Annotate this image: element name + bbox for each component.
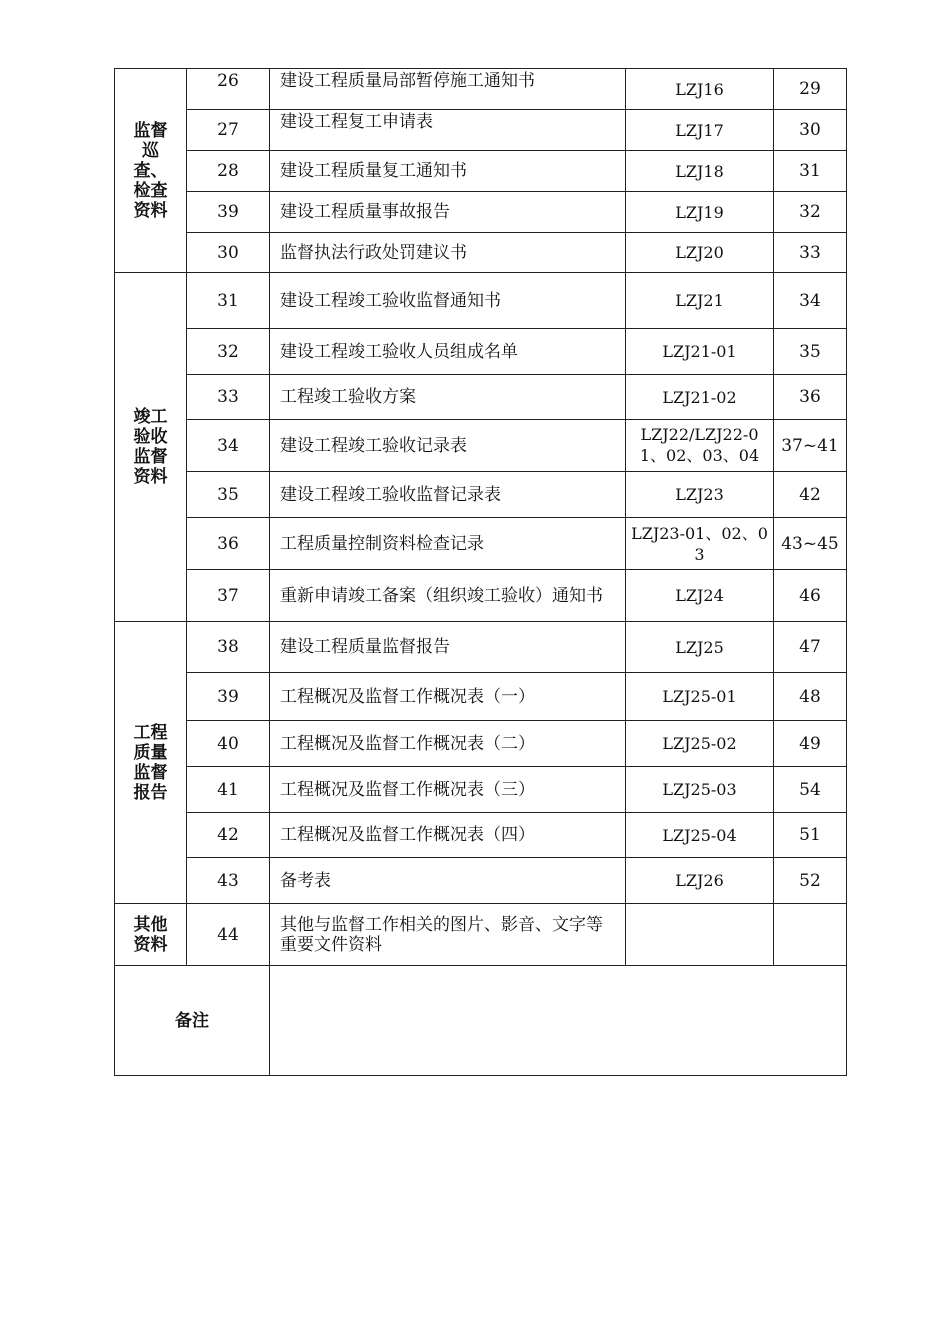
item-name: 工程概况及监督工作概况表（二） — [270, 721, 626, 767]
table-row — [115, 673, 847, 721]
item-page: 32 — [774, 192, 847, 233]
item-page: 54 — [774, 767, 847, 813]
item-code: LZJ18 — [626, 151, 774, 192]
item-code: LZJ23-01、02、03 — [626, 518, 774, 570]
item-name: 建设工程竣工验收监督通知书 — [270, 273, 626, 329]
category-cell: 其他资料 — [115, 904, 187, 966]
item-number: 33 — [187, 375, 270, 420]
category-cell: 工程质量监督报告 — [115, 622, 187, 904]
item-number: 37 — [187, 570, 270, 622]
item-name: 工程质量控制资料检查记录 — [270, 518, 626, 570]
item-code: LZJ25-02 — [626, 721, 774, 767]
item-page: 42 — [774, 472, 847, 518]
item-name: 建设工程质量监督报告 — [270, 622, 626, 673]
item-name: 工程概况及监督工作概况表（三） — [270, 767, 626, 813]
item-page: 36 — [774, 375, 847, 420]
item-number: 30 — [187, 233, 270, 273]
table-row — [115, 420, 847, 472]
item-number: 42 — [187, 813, 270, 858]
item-name: 备考表 — [270, 858, 626, 904]
table-row — [115, 570, 847, 622]
item-page: 51 — [774, 813, 847, 858]
item-page: 48 — [774, 673, 847, 721]
remark-row — [115, 966, 847, 1076]
item-code: LZJ20 — [626, 233, 774, 273]
item-number: 36 — [187, 518, 270, 570]
remark-label: 备注 — [115, 966, 270, 1076]
item-page: 43~45 — [774, 518, 847, 570]
item-code: LZJ25-01 — [626, 673, 774, 721]
item-number: 39 — [187, 673, 270, 721]
item-number: 43 — [187, 858, 270, 904]
table-row — [115, 813, 847, 858]
item-number: 28 — [187, 151, 270, 192]
document-index-table — [114, 68, 847, 1076]
table-row — [115, 472, 847, 518]
item-code: LZJ25-03 — [626, 767, 774, 813]
item-page: 49 — [774, 721, 847, 767]
item-number: 26 — [187, 69, 270, 110]
item-number: 38 — [187, 622, 270, 673]
item-name: 建设工程质量事故报告 — [270, 192, 626, 233]
table-row — [115, 767, 847, 813]
item-number: 27 — [187, 110, 270, 151]
table-row — [115, 375, 847, 420]
item-page — [774, 904, 847, 966]
item-page: 30 — [774, 110, 847, 151]
item-page: 46 — [774, 570, 847, 622]
item-page: 33 — [774, 233, 847, 273]
table-row — [115, 518, 847, 570]
table-row — [115, 69, 847, 110]
item-number: 34 — [187, 420, 270, 472]
item-page: 29 — [774, 69, 847, 110]
item-page: 47 — [774, 622, 847, 673]
item-number: 39 — [187, 192, 270, 233]
table-row — [115, 858, 847, 904]
item-name: 建设工程竣工验收人员组成名单 — [270, 329, 626, 375]
item-page: 52 — [774, 858, 847, 904]
item-code: LZJ24 — [626, 570, 774, 622]
item-name: 建设工程质量局部暂停施工通知书 — [270, 69, 626, 110]
item-code: LZJ22/LZJ22-01、02、03、04 — [626, 420, 774, 472]
item-name: 建设工程竣工验收记录表 — [270, 420, 626, 472]
item-number: 35 — [187, 472, 270, 518]
table-row — [115, 904, 847, 966]
item-number: 41 — [187, 767, 270, 813]
category-cell: 监督巡查、检查资料 — [115, 69, 187, 273]
remark-value — [270, 966, 847, 1076]
item-code: LZJ25 — [626, 622, 774, 673]
item-code: LZJ25-04 — [626, 813, 774, 858]
item-page: 37~41 — [774, 420, 847, 472]
item-name: 其他与监督工作相关的图片、影音、文字等重要文件资料 — [270, 904, 626, 966]
item-code: LZJ23 — [626, 472, 774, 518]
item-page: 34 — [774, 273, 847, 329]
table-row — [115, 151, 847, 192]
item-name: 工程竣工验收方案 — [270, 375, 626, 420]
item-name: 工程概况及监督工作概况表（一） — [270, 673, 626, 721]
item-page: 35 — [774, 329, 847, 375]
item-name: 监督执法行政处罚建议书 — [270, 233, 626, 273]
item-code: LZJ21 — [626, 273, 774, 329]
item-code: LZJ16 — [626, 69, 774, 110]
item-number: 40 — [187, 721, 270, 767]
table-row — [115, 273, 847, 329]
item-name: 重新申请竣工备案（组织竣工验收）通知书 — [270, 570, 626, 622]
item-number: 32 — [187, 329, 270, 375]
item-code: LZJ21-02 — [626, 375, 774, 420]
item-name: 建设工程质量复工通知书 — [270, 151, 626, 192]
table-row — [115, 721, 847, 767]
table-row — [115, 622, 847, 673]
item-page: 31 — [774, 151, 847, 192]
item-code: LZJ19 — [626, 192, 774, 233]
table-row — [115, 329, 847, 375]
item-name: 工程概况及监督工作概况表（四） — [270, 813, 626, 858]
table-row — [115, 110, 847, 151]
table-row — [115, 192, 847, 233]
item-number: 31 — [187, 273, 270, 329]
category-cell: 竣工验收监督资料 — [115, 273, 187, 622]
item-code — [626, 904, 774, 966]
item-name: 建设工程竣工验收监督记录表 — [270, 472, 626, 518]
item-number: 44 — [187, 904, 270, 966]
item-name: 建设工程复工申请表 — [270, 110, 626, 151]
item-code: LZJ21-01 — [626, 329, 774, 375]
item-code: LZJ26 — [626, 858, 774, 904]
item-code: LZJ17 — [626, 110, 774, 151]
table-row — [115, 233, 847, 273]
